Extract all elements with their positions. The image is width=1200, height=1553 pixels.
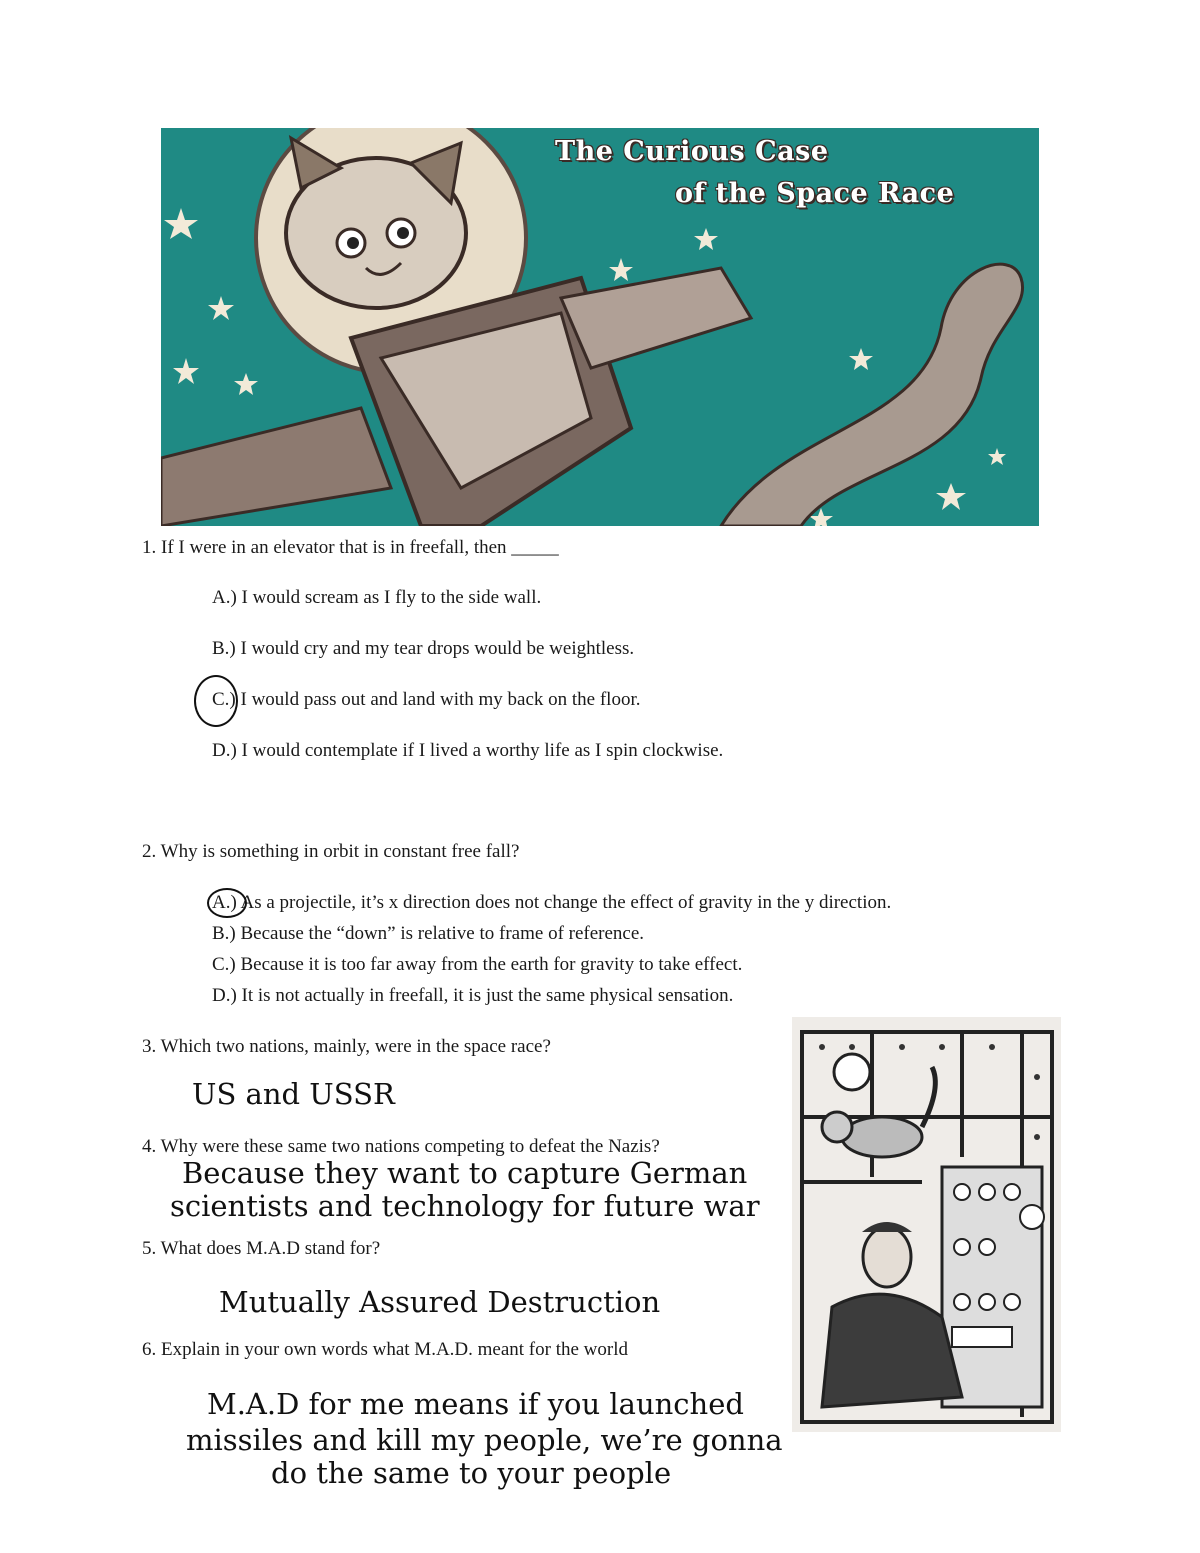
question-1-option-b: B.) I would cry and my tear drops would be weightless. <box>212 638 635 659</box>
answer-4-line2: scientists and technology for future war <box>170 1189 760 1223</box>
question-6: 6. Explain in your own words what M.A.D. meant for the world <box>142 1339 629 1360</box>
question-4: 4. Why were these same two nations competing to defeat the Nazis? <box>142 1136 660 1157</box>
question-2: 2. Why is something in orbit in constant free fall? <box>142 841 520 862</box>
question-1-option-d: D.) I would contemplate if I lived a worthy life as I spin clockwise. <box>212 740 724 761</box>
question-3: 3. Which two nations, mainly, were in the space race? <box>142 1036 551 1057</box>
question-2-option-c: C.) Because it is too far away from the earth for gravity to take effect. <box>212 954 743 975</box>
question-5: 5. What does M.A.D stand for? <box>142 1238 381 1259</box>
question-2-option-b: B.) Because the “down” is relative to frame of reference. <box>212 923 645 944</box>
answer-5: Mutually Assured Destruction <box>219 1285 661 1319</box>
answer-circle-mark <box>194 675 238 727</box>
answer-4-line1: Because they want to capture German <box>182 1156 748 1190</box>
answer-6-line2: missiles and kill my people, we’re gonna <box>186 1423 783 1457</box>
question-1-option-a: A.) I would scream as I fly to the side wall. <box>212 587 542 608</box>
answer-3: US and USSR <box>192 1077 395 1111</box>
answer-6-line1: M.A.D for me means if you launched <box>207 1387 744 1421</box>
question-2-option-a: A.) As a projectile, it’s x direction does not change the effect of gravity in the y direction. <box>212 892 892 913</box>
banner-image <box>161 128 1039 526</box>
answer-circle-mark <box>207 888 247 918</box>
side-illustration <box>792 1017 1061 1432</box>
banner-title-line2: of the Space Race <box>675 178 955 209</box>
answer-6-line3: do the same to your people <box>271 1456 672 1490</box>
banner-title-line1: The Curious Case <box>555 136 829 167</box>
question-1-option-c: C.) I would pass out and land with my back on the floor. <box>212 689 641 710</box>
question-2-option-d: D.) It is not actually in freefall, it is just the same physical sensation. <box>212 985 734 1006</box>
astronaut-and-floating-cat-illustration <box>792 1017 1061 1432</box>
question-1: 1. If I were in an elevator that is in freefall, then _____ <box>142 537 559 558</box>
